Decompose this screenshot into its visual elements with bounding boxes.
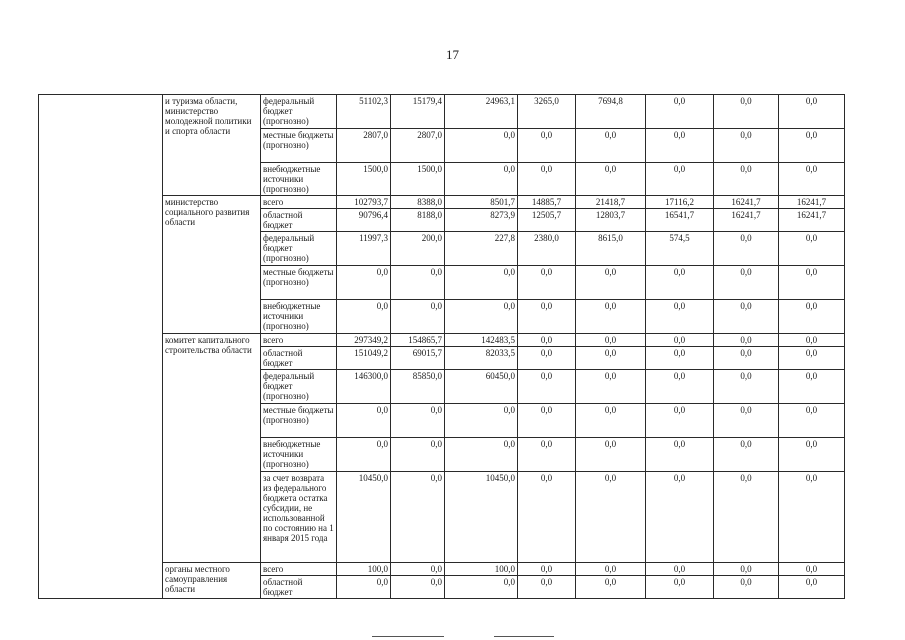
- value-cell: 82033,5: [445, 347, 518, 370]
- value-cell: 574,5: [646, 232, 714, 266]
- funding-source-cell: областной бюджет: [261, 347, 337, 370]
- value-cell: 14885,7: [518, 196, 576, 209]
- value-cell: 200,0: [391, 232, 445, 266]
- value-cell: 0,0: [445, 163, 518, 196]
- value-cell: 16241,7: [714, 209, 779, 232]
- budget-table: [38, 94, 845, 599]
- value-cell: 8615,0: [576, 232, 646, 266]
- organization-cell: комитет капитального строительства области: [163, 334, 261, 563]
- value-cell: 102793,7: [337, 196, 391, 209]
- value-cell: 0,0: [646, 370, 714, 404]
- value-cell: 1500,0: [337, 163, 391, 196]
- value-cell: 12803,7: [576, 209, 646, 232]
- value-cell: 100,0: [445, 563, 518, 576]
- value-cell: 24963,1: [445, 95, 518, 129]
- value-cell: 0,0: [779, 232, 845, 266]
- value-cell: 69015,7: [391, 347, 445, 370]
- value-cell: 16241,7: [779, 196, 845, 209]
- value-cell: 0,0: [779, 129, 845, 163]
- value-cell: 0,0: [714, 472, 779, 563]
- funding-source-cell: федеральный бюджет (прогнозно): [261, 370, 337, 404]
- funding-source-cell: областной бюджет: [261, 209, 337, 232]
- value-cell: 0,0: [576, 576, 646, 599]
- value-cell: 0,0: [646, 576, 714, 599]
- scan-artifact: [494, 636, 554, 637]
- value-cell: 0,0: [391, 563, 445, 576]
- value-cell: 0,0: [445, 438, 518, 472]
- value-cell: 0,0: [714, 95, 779, 129]
- value-cell: 10450,0: [445, 472, 518, 563]
- value-cell: 0,0: [518, 404, 576, 438]
- value-cell: 90796,4: [337, 209, 391, 232]
- value-cell: 0,0: [337, 300, 391, 334]
- funding-source-cell: местные бюджеты (прогнозно): [261, 404, 337, 438]
- funding-source-cell: федеральный бюджет (прогнозно): [261, 232, 337, 266]
- value-cell: 0,0: [646, 472, 714, 563]
- value-cell: 8273,9: [445, 209, 518, 232]
- blank-column: [39, 95, 163, 599]
- value-cell: 0,0: [518, 334, 576, 347]
- value-cell: 0,0: [518, 266, 576, 300]
- value-cell: 0,0: [337, 266, 391, 300]
- value-cell: 85850,0: [391, 370, 445, 404]
- value-cell: 0,0: [391, 300, 445, 334]
- value-cell: 0,0: [445, 404, 518, 438]
- value-cell: 0,0: [646, 438, 714, 472]
- value-cell: 0,0: [518, 438, 576, 472]
- value-cell: 0,0: [576, 370, 646, 404]
- value-cell: 151049,2: [337, 347, 391, 370]
- value-cell: 0,0: [714, 232, 779, 266]
- value-cell: 0,0: [391, 404, 445, 438]
- funding-source-cell: федеральный бюджет (прогнозно): [261, 95, 337, 129]
- funding-source-cell: местные бюджеты (прогнозно): [261, 266, 337, 300]
- value-cell: 0,0: [518, 472, 576, 563]
- value-cell: 0,0: [518, 300, 576, 334]
- value-cell: 11997,3: [337, 232, 391, 266]
- value-cell: 0,0: [779, 370, 845, 404]
- value-cell: 0,0: [518, 129, 576, 163]
- value-cell: 0,0: [646, 334, 714, 347]
- value-cell: 0,0: [714, 129, 779, 163]
- funding-source-cell: всего: [261, 563, 337, 576]
- funding-source-cell: всего: [261, 334, 337, 347]
- value-cell: 0,0: [518, 370, 576, 404]
- value-cell: 21418,7: [576, 196, 646, 209]
- value-cell: 0,0: [576, 334, 646, 347]
- value-cell: 3265,0: [518, 95, 576, 129]
- value-cell: 16241,7: [779, 209, 845, 232]
- value-cell: 0,0: [576, 300, 646, 334]
- funding-source-cell: всего: [261, 196, 337, 209]
- value-cell: 0,0: [714, 163, 779, 196]
- funding-source-cell: внебюджетные источники (прогнозно): [261, 163, 337, 196]
- value-cell: 1500,0: [391, 163, 445, 196]
- value-cell: 0,0: [518, 563, 576, 576]
- value-cell: 0,0: [779, 266, 845, 300]
- value-cell: 0,0: [576, 438, 646, 472]
- value-cell: 8188,0: [391, 209, 445, 232]
- value-cell: 0,0: [445, 300, 518, 334]
- value-cell: 142483,5: [445, 334, 518, 347]
- value-cell: 0,0: [779, 563, 845, 576]
- value-cell: 8501,7: [445, 196, 518, 209]
- value-cell: 0,0: [576, 163, 646, 196]
- value-cell: 2380,0: [518, 232, 576, 266]
- value-cell: 0,0: [576, 563, 646, 576]
- value-cell: 60450,0: [445, 370, 518, 404]
- value-cell: 0,0: [576, 404, 646, 438]
- value-cell: 0,0: [646, 95, 714, 129]
- value-cell: 0,0: [576, 266, 646, 300]
- organization-cell: органы местного самоуправления области: [163, 563, 261, 599]
- value-cell: 146300,0: [337, 370, 391, 404]
- value-cell: 297349,2: [337, 334, 391, 347]
- table-body: [39, 95, 845, 599]
- value-cell: 0,0: [779, 347, 845, 370]
- value-cell: 0,0: [714, 370, 779, 404]
- value-cell: 0,0: [337, 404, 391, 438]
- value-cell: 0,0: [714, 563, 779, 576]
- value-cell: 0,0: [714, 347, 779, 370]
- value-cell: 0,0: [518, 163, 576, 196]
- page-number: 17: [446, 47, 459, 62]
- value-cell: 0,0: [391, 266, 445, 300]
- value-cell: 227,8: [445, 232, 518, 266]
- value-cell: 0,0: [646, 300, 714, 334]
- value-cell: 0,0: [779, 576, 845, 599]
- value-cell: 0,0: [576, 347, 646, 370]
- value-cell: 0,0: [714, 404, 779, 438]
- value-cell: 0,0: [391, 438, 445, 472]
- value-cell: 0,0: [391, 576, 445, 599]
- value-cell: 154865,7: [391, 334, 445, 347]
- value-cell: 0,0: [714, 266, 779, 300]
- value-cell: 0,0: [714, 334, 779, 347]
- value-cell: 0,0: [779, 334, 845, 347]
- funding-source-cell: местные бюджеты (прогнозно): [261, 129, 337, 163]
- value-cell: 2807,0: [391, 129, 445, 163]
- funding-source-cell: внебюджетные источники (прогнозно): [261, 300, 337, 334]
- value-cell: 0,0: [445, 576, 518, 599]
- organization-cell: министерство социального развития области: [163, 196, 261, 334]
- value-cell: 0,0: [779, 438, 845, 472]
- value-cell: 0,0: [518, 347, 576, 370]
- value-cell: 0,0: [714, 438, 779, 472]
- value-cell: 12505,7: [518, 209, 576, 232]
- value-cell: 0,0: [779, 163, 845, 196]
- value-cell: 0,0: [337, 438, 391, 472]
- value-cell: 0,0: [714, 576, 779, 599]
- organization-cell: и туризма области, министерство молодежной политики и спорта области: [163, 95, 261, 196]
- value-cell: 0,0: [576, 129, 646, 163]
- value-cell: 16241,7: [714, 196, 779, 209]
- value-cell: 2807,0: [337, 129, 391, 163]
- value-cell: 0,0: [646, 347, 714, 370]
- value-cell: 7694,8: [576, 95, 646, 129]
- value-cell: 0,0: [714, 300, 779, 334]
- value-cell: 0,0: [646, 129, 714, 163]
- table-row: [39, 95, 845, 129]
- value-cell: 16541,7: [646, 209, 714, 232]
- value-cell: 0,0: [779, 472, 845, 563]
- scan-artifact: [372, 636, 444, 637]
- value-cell: 0,0: [779, 300, 845, 334]
- value-cell: 0,0: [391, 472, 445, 563]
- value-cell: 8388,0: [391, 196, 445, 209]
- value-cell: 0,0: [518, 576, 576, 599]
- value-cell: 15179,4: [391, 95, 445, 129]
- funding-source-cell: областной бюджет: [261, 576, 337, 599]
- value-cell: 0,0: [646, 404, 714, 438]
- value-cell: 0,0: [445, 129, 518, 163]
- value-cell: 0,0: [337, 576, 391, 599]
- value-cell: 100,0: [337, 563, 391, 576]
- value-cell: 0,0: [646, 163, 714, 196]
- value-cell: 17116,2: [646, 196, 714, 209]
- value-cell: 51102,3: [337, 95, 391, 129]
- value-cell: 0,0: [779, 404, 845, 438]
- value-cell: 0,0: [445, 266, 518, 300]
- funding-source-cell: внебюджетные источники (прогнозно): [261, 438, 337, 472]
- value-cell: 10450,0: [337, 472, 391, 563]
- value-cell: 0,0: [576, 472, 646, 563]
- value-cell: 0,0: [646, 563, 714, 576]
- funding-source-cell: за счет возврата из федерального бюджета остатка субсидии, не использованной по состоянию на 1 января 2015 года: [261, 472, 337, 563]
- value-cell: 0,0: [779, 95, 845, 129]
- value-cell: 0,0: [646, 266, 714, 300]
